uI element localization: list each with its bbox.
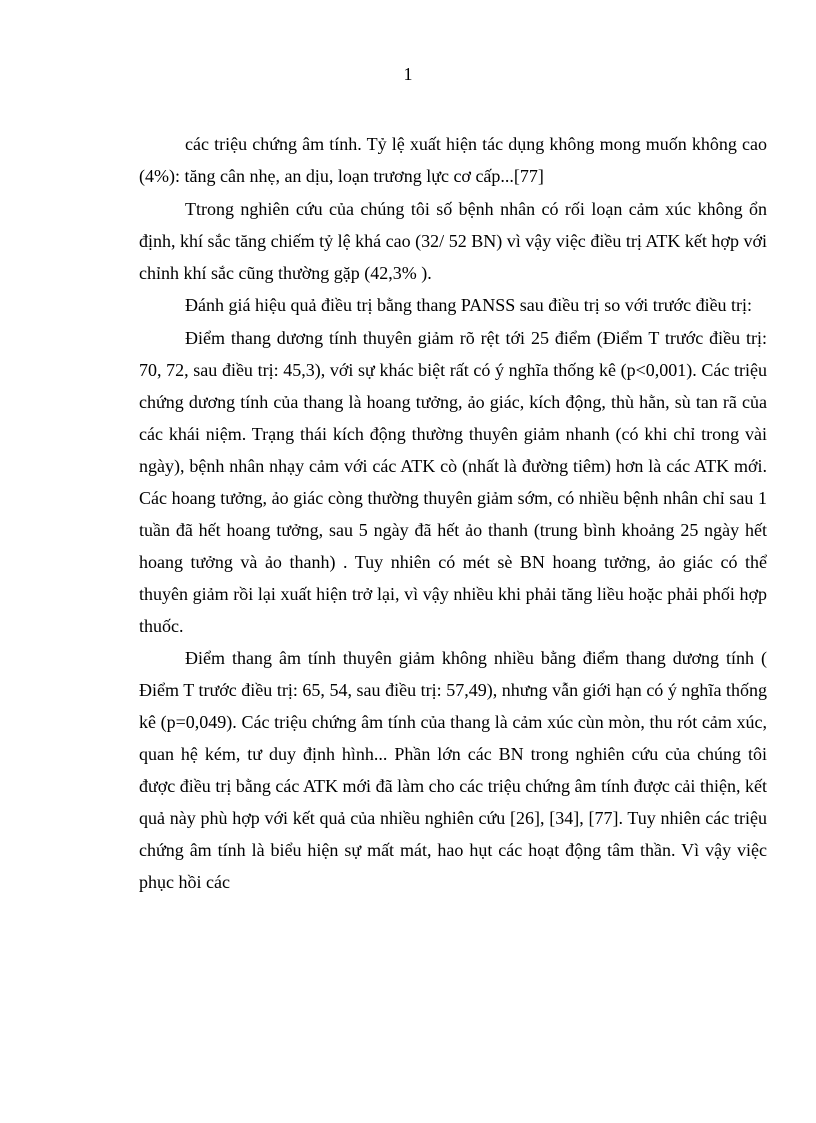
paragraph-mood-disorder: Ttrong nghiên cứu của chúng tôi số bệnh nhân có rối loạn cảm xúc không ổn định, khí sắc tăng chiếm tỷ lệ khá cao (32/ 52 BN) vì vậy việc điều trị ATK kết hợp với chỉnh khí sắc cũng thường gặp (42,3% ). [139,198,767,283]
paragraph-panss-evaluation: Đánh giá hiệu quả điều trị bằng thang PANSS sau điều trị so với trước điều trị: [185,295,753,315]
document-body [139,128,767,899]
paragraph-positive-scale: Điểm thang dương tính thuyên giảm rõ rệt tới 25 điểm (Điểm T trước điều trị: 70, 72, sau điều trị: 45,3), với sự khác biệt rất có ý nghĩa thống kê (p<0,001). Các triệu chứng dương tính của thang là hoang tưởng, ảo giác, kích động, thù hằn, sù tan rã của các khái niệm. Trạng thái kích động thường thuyên giảm nhanh (có khi chỉ trong vài ngày), bệnh nhân nhạy cảm với các ATK cò (nhất là đường tiêm) hơn là các ATK mới. Các hoang tưởng, ảo giác còng thường thuyên giảm sớm, có nhiều bệnh nhân chỉ sau 1 tuần đã hết hoang tưởng, sau 5 ngày đã hết ảo thanh (trung bình khoảng 25 ngày hết hoang tưởng và ảo thanh) . Tuy nhiên có mét sè BN hoang tưởng, ảo giác có thể thuyên giảm rồi lại xuất hiện trở lại, vì vậy nhiều khi phải tăng liều hoặc phải phối hợp thuốc. [139,327,767,636]
paragraph-continuation: các triệu chứng âm tính. Tỷ lệ xuất hiện tác dụng không mong muốn không cao (4%): tăng cân nhẹ, an dịu, loạn trương lực cơ cấp...[77] [139,134,767,186]
paragraph-negative-scale: Điểm thang âm tính thuyên giảm không nhiều bằng điểm thang dương tính ( Điểm T trước điều trị: 65, 54, sau điều trị: 57,49), nhưng vẫn giới hạn có ý nghĩa thống kê (p=0,049). Các triệu chứng âm tính của thang là cảm xúc cùn mòn, thu rót cảm xúc, quan hệ kém, tư duy định hình... Phần lớn các BN trong nghiên cứu của chúng tôi được điều trị bằng các ATK mới đã làm cho các triệu chứng âm tính được cải thiện, kết quả này phù hợp với kết quả của nhiều nghiên cứu [26], [34], [77]. Tuy nhiên các triệu chứng âm tính là biểu hiện sự mất mát, hao hụt các hoạt động tâm thần. Vì vậy việc phục hồi các [139,648,767,892]
page-number: 1 [403,64,413,84]
